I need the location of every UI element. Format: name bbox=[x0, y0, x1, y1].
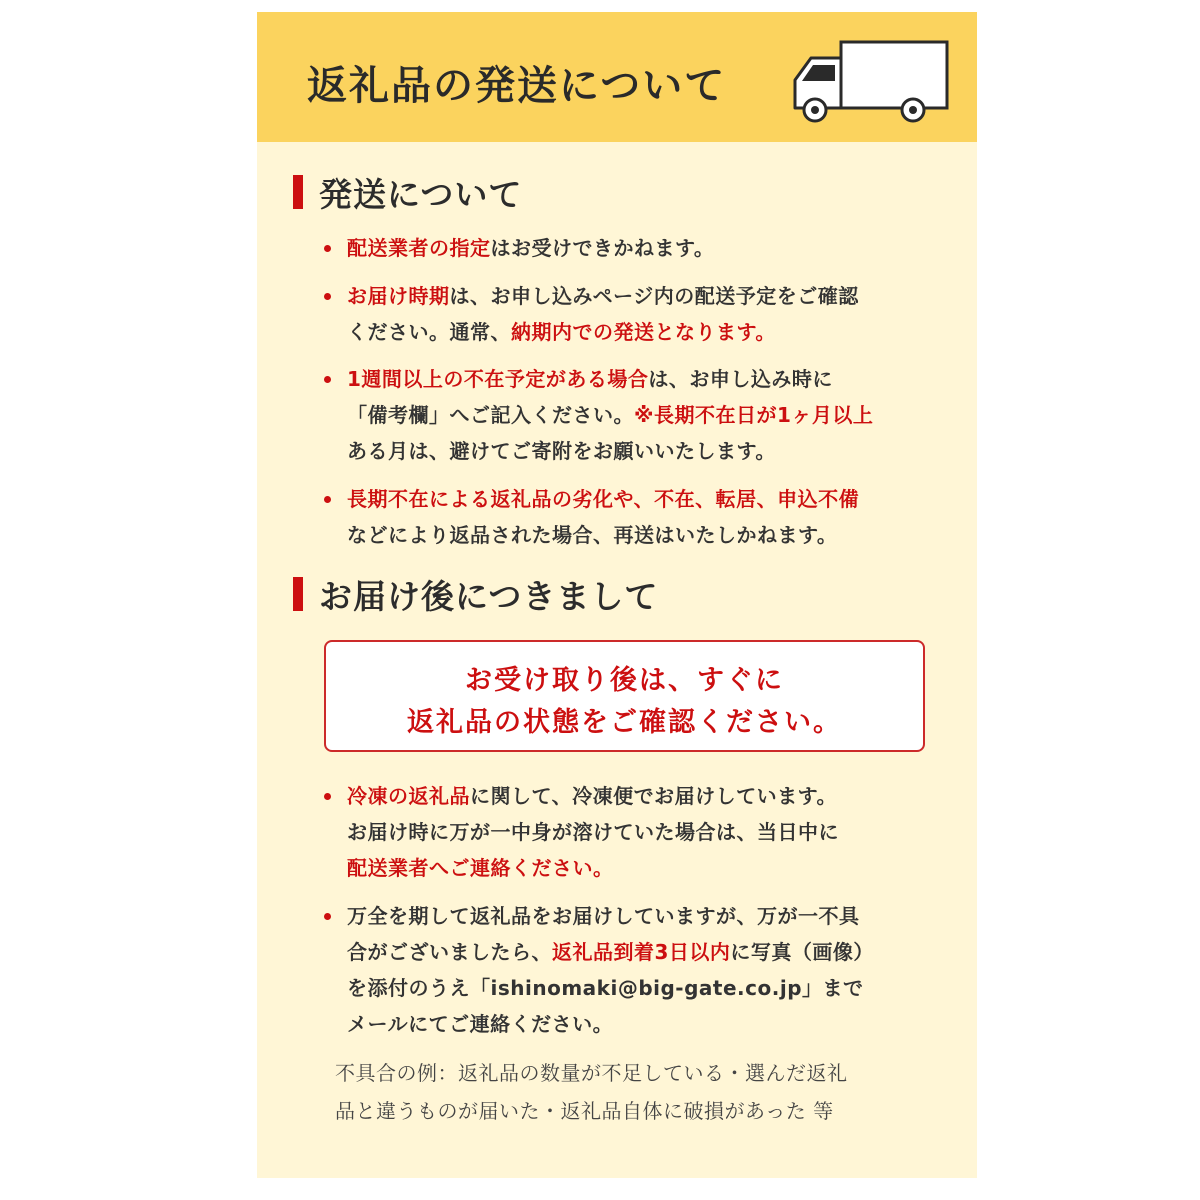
section-heading-shipping bbox=[293, 170, 522, 214]
defect-example-note: 不具合の例：返礼品の数量が不足している・選んだ返礼 品と違うものが届いた・返礼品自体に破損があった 等 bbox=[335, 1061, 848, 1123]
bullet-dot bbox=[324, 496, 331, 503]
list-item: 冷凍の返礼品に関して、冷凍便でお届けしています。 お届け時に万が一中身が溶けていた場合は、当日中に 配送業者へご連絡ください。 bbox=[347, 778, 957, 886]
list-item: 長期不在による返礼品の劣化や、不在、転居、申込不備 などにより返品された場合、再送はいたしかねます。 bbox=[347, 481, 957, 553]
list-item: お届け時期は、お申し込みページ内の配送予定をご確認 ください。通常、納期内での発送となります。 bbox=[347, 278, 957, 350]
heading-marker bbox=[293, 175, 303, 209]
bullet-dot bbox=[324, 293, 331, 300]
contact-email-line: を添付のうえ「ishinomaki@big-gate.co.jp」まで bbox=[347, 976, 864, 1000]
section-heading-text: お届け後につきまして bbox=[319, 576, 659, 616]
list-item: 万全を期して返礼品をお届けしていますが、万が一不具 合がございましたら、返礼品到着3日以内に写真（画像） を添付のうえ「ishinomaki@big-gate.co.jp」まで メールにてご連絡ください。 bbox=[347, 898, 957, 1042]
section-heading-after-delivery bbox=[293, 572, 658, 616]
heading-marker bbox=[293, 577, 303, 611]
list-item: 1週間以上の不在予定がある場合は、お申し込み時に 「備考欄」へご記入ください。※長期不在日が1ヶ月以上 ある月は、避けてご寄附をお願いいたします。 bbox=[347, 361, 957, 469]
section-heading-text: 発送について bbox=[319, 174, 523, 214]
shipping-info-card bbox=[257, 12, 977, 1178]
bullet-dot bbox=[324, 376, 331, 383]
page-title: 返礼品の発送について bbox=[307, 63, 727, 109]
bullet-dot bbox=[324, 913, 331, 920]
list-item: 配送業者の指定はお受けできかねます。 bbox=[347, 230, 957, 266]
header-banner bbox=[257, 12, 977, 142]
bullet-dot bbox=[324, 245, 331, 252]
notice-box: お受け取り後は、すぐに 返礼品の状態をご確認ください。 bbox=[324, 640, 925, 752]
bullet-dot bbox=[324, 793, 331, 800]
truck-icon bbox=[789, 38, 951, 130]
